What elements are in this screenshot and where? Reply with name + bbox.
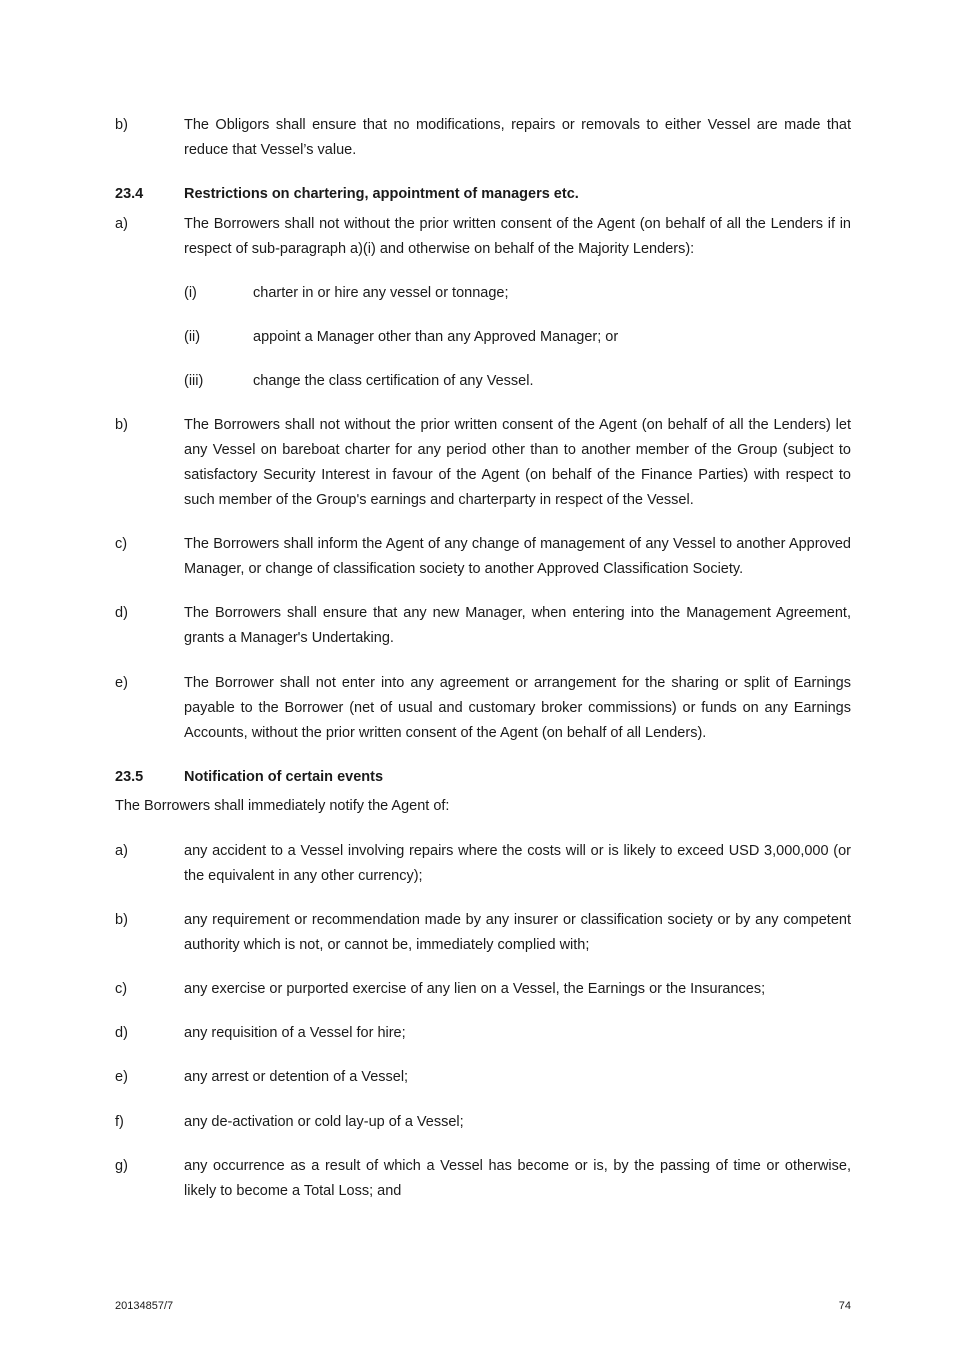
item-text: any occurrence as a result of which a Vessel has become or is, by the passing of time or otherwise, likely to become a Total Loss; and	[184, 1158, 851, 1199]
item-text: any requisition of a Vessel for hire;	[184, 1025, 406, 1041]
item-label: f)	[115, 1114, 124, 1130]
subclause-i	[184, 281, 851, 306]
clause-label: a)	[115, 216, 128, 232]
subclause-text: appoint a Manager other than any Approved Manager; or	[253, 329, 619, 345]
notify-item-c	[115, 977, 851, 1002]
clause-23-4-a	[115, 212, 851, 262]
subclause-text: charter in or hire any vessel or tonnage;	[253, 285, 509, 301]
clause-label: d)	[115, 605, 128, 621]
subclause-text: change the class certification of any Vessel.	[253, 373, 534, 389]
footer-doc-ref: 20134857/7	[115, 1300, 174, 1312]
notify-item-b	[115, 908, 851, 958]
subclause-iii	[184, 369, 851, 394]
item-label: g)	[115, 1158, 128, 1174]
item-label: b)	[115, 912, 128, 928]
item-text: any accident to a Vessel involving repairs where the costs will or is likely to exceed USD 3,000,000 (or the equivalent in any other currency);	[184, 843, 851, 884]
clause-text: The Borrowers shall ensure that any new Manager, when entering into the Management Agreement, grants a Manager's Undertaking.	[184, 605, 851, 646]
section-title: Restrictions on chartering, appointment of managers etc.	[184, 186, 579, 202]
clause-23-4-d	[115, 601, 851, 651]
clause-text: The Borrowers shall not without the prior written consent of the Agent (on behalf of all the Lenders) let any Vessel on bareboat charter for any period other than to another member of the Group (subject to satisfactory Security Interest in favour of the Agent (on behalf of the Finance Parties) with respect to such member of the Group's earnings and charterparty in respect of the Vessel.	[184, 417, 851, 508]
section-intro: The Borrowers shall immediately notify the Agent of:	[115, 798, 450, 814]
notify-item-d	[115, 1021, 851, 1046]
item-label: e)	[115, 1069, 128, 1085]
footer-page-number: 74	[838, 1300, 851, 1312]
subclause-label: (i)	[184, 285, 197, 301]
item-text: any arrest or detention of a Vessel;	[184, 1069, 409, 1085]
item-text: any de-activation or cold lay-up of a Vessel;	[184, 1114, 464, 1130]
subclause-ii	[184, 325, 851, 350]
item-label: c)	[115, 981, 128, 997]
clause-text: The Borrower shall not enter into any agreement or arrangement for the sharing or split of Earnings payable to the Borrower (net of usual and customary broker commissions) or funds on any Earnings Accounts, without the prior written consent of the Agent (on behalf of all Lenders).	[184, 675, 851, 741]
clause-label: c)	[115, 536, 128, 552]
item-text: any exercise or purported exercise of any lien on a Vessel, the Earnings or the Insurances;	[184, 981, 766, 997]
section-number: 23.5	[115, 769, 144, 785]
section-number: 23.4	[115, 186, 144, 202]
clause-23-4-e	[115, 671, 851, 746]
section-heading-23-4	[115, 182, 851, 207]
notify-item-e	[115, 1065, 851, 1090]
clause-b-prev	[115, 113, 851, 163]
notify-item-g	[115, 1154, 851, 1204]
subclause-label: (iii)	[184, 373, 204, 389]
notify-item-f	[115, 1110, 851, 1135]
section-heading-23-5	[115, 765, 851, 790]
clause-label: b)	[115, 417, 128, 433]
item-label: a)	[115, 843, 128, 859]
clause-23-4-b	[115, 413, 851, 513]
item-text: any requirement or recommendation made by any insurer or classification society or by any competent authority which is not, or cannot be, immediately complied with;	[184, 912, 851, 953]
clause-text: The Borrowers shall not without the prior written consent of the Agent (on behalf of all the Lenders if in respect of sub-paragraph a)(i) and otherwise on behalf of the Majority Lenders):	[184, 216, 851, 257]
section-title: Notification of certain events	[184, 769, 384, 785]
clause-label: e)	[115, 675, 128, 691]
item-label: d)	[115, 1025, 128, 1041]
subclause-label: (ii)	[184, 329, 201, 345]
notify-item-a	[115, 839, 851, 889]
clause-text: The Obligors shall ensure that no modifications, repairs or removals to either Vessel are made that reduce that Vessel’s value.	[184, 117, 851, 158]
clause-label: b)	[115, 117, 128, 133]
clause-23-4-c	[115, 532, 851, 582]
clause-text: The Borrowers shall inform the Agent of any change of management of any Vessel to another Approved Manager, or change of classification society to another Approved Classification Society.	[184, 536, 851, 577]
